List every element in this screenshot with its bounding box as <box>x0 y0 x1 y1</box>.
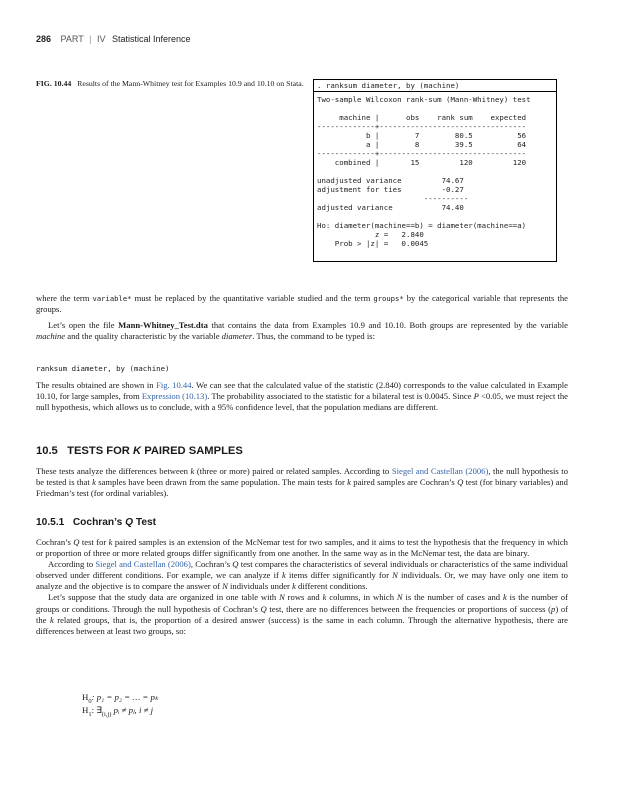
code-variable: variable* <box>92 294 132 303</box>
stata-results: Two-sample Wilcoxon rank-sum (Mann-Whitney) test machine | obs rank sum expected -------------+--------------------------------- b | 7 80.5 56 a | 8 39.5 64 -------------+--------------------------------- combined | 15 120 120 unadjusted variance 74.67 adjustment for ties -0.27 ---------- adjusted variance 74.40 Ho: diameter(machine==b) = diameter(machine==a) z = 2.840 Prob > |z| = 0.0045 <box>317 95 531 248</box>
paragraph-results: The results obtained are shown in Fig. 10.44. We can see that the calculated value of the statistic (2.840) corresponds to the value calculated in Example 10.10, for large samples, from Expression (10.13). The probability associated to the statistic for a bilateral test is 0.0045. Since P <0.05, we must reject the null hypothesis, which allows us to conclude, with a 95% confidence level, that the population medians are different. <box>36 380 568 413</box>
file-name: Mann-Whitney_Test.dta <box>118 320 208 330</box>
expression-link[interactable]: Expression (10.13) <box>141 391 208 402</box>
figure-link[interactable]: Fig. 10.44 <box>156 380 192 390</box>
section-heading-10-5: 10.5 TESTS FOR K PAIRED SAMPLES <box>36 445 243 457</box>
stata-output-box <box>313 79 557 262</box>
code-groups: groups* <box>373 294 404 303</box>
figure-caption <box>36 79 304 89</box>
command-line: ranksum diameter, by (machine) <box>36 364 170 373</box>
running-header <box>36 34 191 44</box>
paragraph-variable-terms: where the term variable* must be replaced by the quantitative variable studied and the term groups* by the categorical variable that represents the groups. <box>36 293 568 315</box>
cochran-paragraph-1: Cochran’s Q test for k paired samples is an extension of the McNemar test for two samples, and it aims to test the hypothesis that the frequency in which or proportion of three or more related groups differ significantly from one another. In the same way as in the McNemar test, the data are binary. <box>36 537 568 559</box>
figure-label: FIG. 10.44 <box>36 79 72 88</box>
part-label: PART <box>60 34 84 44</box>
cochran-body <box>36 537 568 637</box>
null-hypothesis: $H_0$: p₁ = p₂ = … = pₖ <box>82 692 159 705</box>
part-roman: IV <box>96 34 106 44</box>
cochran-paragraph-3: Let’s suppose that the study data are organized in one table with N rows and k columns, in which N is the number of cases and k is the number of groups or conditions. Through the null hypothesis of Cochran’s Q test, there are no differences between the frequencies or proportions of success (p) of the k related groups, that is, the proportion of a desired answer (success) is the same in each column. Through the alternative hypothesis, there are differences between at least two groups, so: <box>36 592 569 636</box>
stata-command: . ranksum diameter, by (machine) <box>314 81 556 92</box>
alternative-hypothesis: $H_1$: $\exists_{(i,j)}$ pᵢ ≠ pⱼ, i ≠ j <box>82 705 154 718</box>
reference-link[interactable]: Siegel and Castellan (2006) <box>391 466 489 476</box>
paragraph-open-file: Let’s open the file Mann-Whitney_Test.dta that contains the data from Examples 10.9 and 10.10. Both groups are represented by the variable machine and the quality characteristic by the variable diameter. Thus, the command to be typed is: <box>36 320 568 342</box>
reference-link-2[interactable]: Siegel and Castellan (2006) <box>95 559 191 570</box>
figure-caption-text: Results of the Mann-Whitney test for Examples 10.9 and 10.10 on Stata. <box>77 79 304 88</box>
section-title: Statistical Inference <box>111 34 191 44</box>
cochran-paragraph-2: According to Siegel and Castellan (2006), Cochran’s Q test compares the characteristics of several individuals or characteristics of the same individual observed under different conditions. For example, we can analyze if k items differ significantly for N individuals. Or, we may have only one item to analyze and the objective is to compare the answer of N individuals under k different conditions. <box>36 559 568 592</box>
page-number: 286 <box>36 34 52 44</box>
paragraph-k-paired-intro: These tests analyze the differences between k (three or more) paired or related samples. According to Siegel and Castellan (2006), the null hypothesis to be tested is that k samples have been drawn from the same population. The main tests for k paired samples are Cochran’s Q test (for binary variables) and Friedman’s test (for ordinal variables). <box>36 466 568 499</box>
section-heading-10-5-1: 10.5.1 Cochran’s Q Test <box>36 517 157 528</box>
header-separator: | <box>89 34 92 44</box>
